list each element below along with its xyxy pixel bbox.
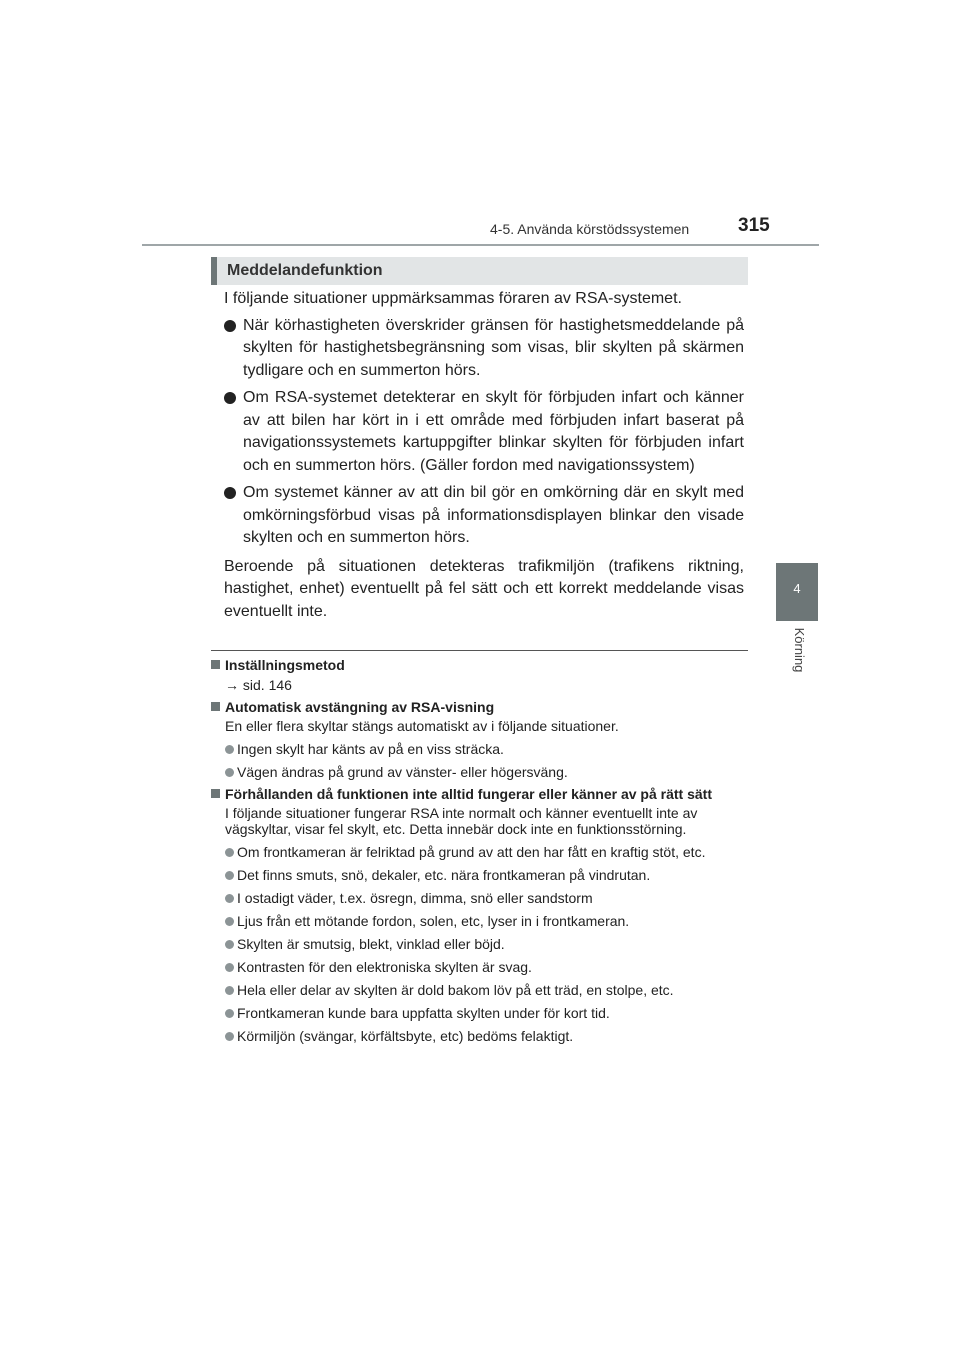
- note-bullet: [211, 741, 748, 757]
- note-bullet: [211, 982, 748, 998]
- note-bullet: [211, 1005, 748, 1021]
- bullet-dot-icon: [225, 963, 234, 972]
- section-body: [224, 288, 744, 623]
- section-bullet: [224, 315, 744, 383]
- note-bullet-text: Hela eller delar av skylten är dold bakom löv på ett träd, en stolpe, etc.: [237, 982, 674, 998]
- bullet-dot-icon: [225, 940, 234, 949]
- section-heading-bar: [211, 257, 748, 285]
- note-bullet-text: Ingen skylt har känts av på en viss sträcka.: [237, 741, 504, 757]
- section-title: Meddelandefunktion: [227, 262, 383, 279]
- section-outro: Beroende på situationen detekteras trafikmiljön (trafikens riktning, hastighet, enhet) eventuellt på fel sätt och ett korrekt meddelande visas eventuellt inte.: [224, 557, 744, 620]
- note-bullet: [211, 867, 748, 883]
- note-heading-settings: [211, 657, 748, 673]
- square-bullet-icon: [211, 789, 220, 798]
- note-bullet-text: Kontrasten för den elektroniska skylten är svag.: [237, 959, 532, 975]
- note-heading-conditions: [211, 786, 748, 802]
- bullet-dot-icon: [225, 848, 234, 857]
- section-divider: [211, 650, 748, 651]
- bullet-dot-icon: [225, 871, 234, 880]
- note-bullet-text: Frontkameran kunde bara uppfatta skylten under för kort tid.: [237, 1005, 610, 1021]
- section-bullet-text: Om RSA-systemet detekterar en skylt för förbjuden infart och känner av att bilen har kört in i ett område med förbjuden infart baserat på navigationssystemets kartuppgifter blinkar skylten för förbjuden infart och en summerton hörs. (Gäller fordon med navigationssystem): [243, 389, 744, 474]
- note-bullet-text: I ostadigt väder, t.ex. ösregn, dimma, snö eller sandstorm: [237, 890, 593, 906]
- chapter-label: Körning: [792, 627, 807, 673]
- section-bullet-text: Om systemet känner av att din bil gör en omkörning där en skylt med omkörningsförbud visas på informationsdisplayen blinkar den visade skylten och en summerton hörs.: [243, 484, 744, 546]
- bullet-dot-icon: [224, 487, 236, 499]
- page-reference-link[interactable]: → sid. 146: [225, 677, 292, 693]
- note-bullet-text: Det finns smuts, snö, dekaler, etc. nära frontkameran på vindrutan.: [237, 867, 651, 883]
- note-bullet: [211, 1028, 748, 1044]
- note-bullet: [211, 936, 748, 952]
- notes-area: [211, 657, 748, 1044]
- note-bullet: [211, 844, 748, 860]
- note-heading-auto-off: [211, 699, 748, 715]
- bullet-dot-icon: [225, 917, 234, 926]
- bullet-dot-icon: [224, 392, 236, 404]
- bullet-dot-icon: [225, 894, 234, 903]
- chapter-number: 4: [793, 581, 801, 596]
- header-divider: [142, 244, 819, 246]
- section-heading-accent: [211, 257, 217, 285]
- header-section-title: 4-5. Använda körstödssystemen: [490, 221, 690, 237]
- note-heading-text: Inställningsmetod: [225, 657, 345, 673]
- note-bullet-text: Om frontkameran är felriktad på grund av att den har fått en kraftig stöt, etc.: [237, 844, 706, 860]
- square-bullet-icon: [211, 660, 220, 669]
- note-bullet: [211, 764, 748, 780]
- square-bullet-icon: [211, 702, 220, 711]
- page-number: 315: [738, 215, 770, 236]
- section-bullet: [224, 387, 744, 477]
- bullet-dot-icon: [225, 1032, 234, 1041]
- bullet-dot-icon: [225, 745, 234, 754]
- note-heading-text: Automatisk avstängning av RSA-visning: [225, 699, 495, 715]
- bullet-dot-icon: [224, 320, 236, 332]
- section-bullet-text: När körhastigheten överskrider gränsen för hastighetsmeddelande på skylten för hastighetsbegränsning som visas, blir skylten på skärmen tydligare och en summerton hörs.: [243, 316, 744, 379]
- note-bullet-text: Skylten är smutsig, blekt, vinklad eller böjd.: [237, 936, 505, 952]
- bullet-dot-icon: [225, 768, 234, 777]
- note-text: En eller flera skyltar stängs automatiskt av i följande situationer.: [225, 718, 619, 734]
- section-bullet: [224, 482, 744, 550]
- note-heading-text: Förhållanden då funktionen inte alltid fungerar eller känner av på rätt sätt: [225, 786, 712, 802]
- bullet-dot-icon: [225, 986, 234, 995]
- note-bullet-text: Körmiljön (svängar, körfältsbyte, etc) bedöms felaktigt.: [237, 1028, 574, 1044]
- bullet-dot-icon: [225, 1009, 234, 1018]
- note-text: I följande situationer fungerar RSA inte normalt och känner eventuellt inte av vägskyltar, visar fel skylt, etc. Detta innebär dock inte en funktionsstörning.: [225, 805, 698, 837]
- note-bullet: [211, 959, 748, 975]
- note-bullet: [211, 890, 748, 906]
- note-bullet: [211, 913, 748, 929]
- note-bullet-text: Vägen ändras på grund av vänster- eller högersväng.: [237, 764, 568, 780]
- note-bullet-text: Ljus från ett mötande fordon, solen, etc, lyser in i frontkameran.: [237, 913, 630, 929]
- chapter-tab: [776, 563, 818, 621]
- section-intro: I följande situationer uppmärksammas föraren av RSA-systemet.: [224, 290, 682, 307]
